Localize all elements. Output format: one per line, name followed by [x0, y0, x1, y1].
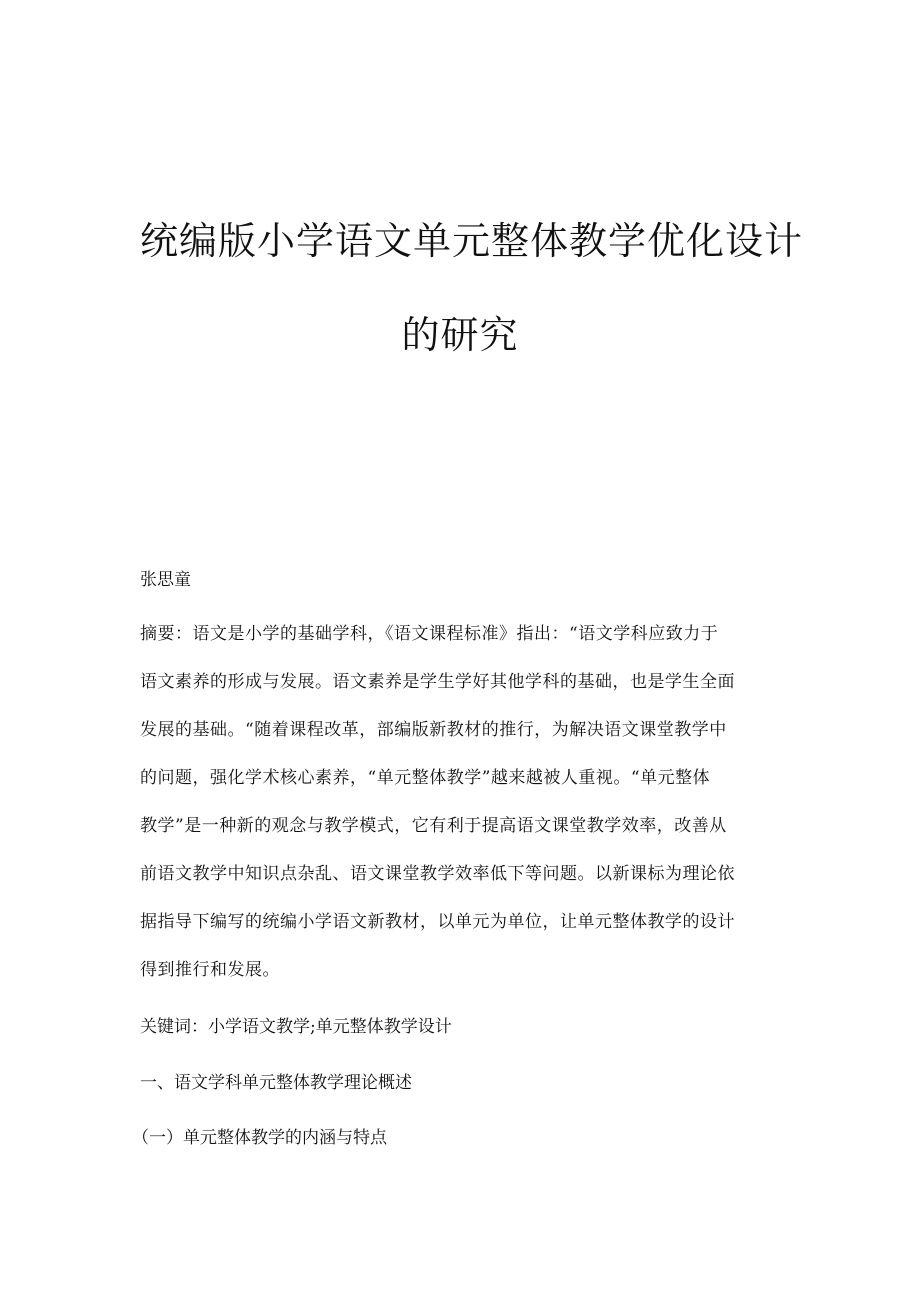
abstract-line: 的问题，强化学术核心素养，“单元整体教学”越来越被人重视。“单元整体: [140, 768, 711, 788]
author-name: 张思童: [140, 570, 191, 590]
abstract-line: 语文素养的形成与发展。语文素养是学生学好其他学科的基础，也是学生全面: [140, 672, 735, 692]
abstract-line: 摘要：语文是小学的基础学科，《语文课程标准》指出：“语文学科应致力于: [140, 624, 719, 644]
abstract-paragraph: [140, 620, 780, 1004]
abstract-line: 得到推行和发展。: [140, 960, 280, 980]
abstract-line: 教学”是一种新的观念与教学模式，它有利于提高语文课堂教学效率，改善从: [140, 816, 727, 836]
keywords-line: 关键词：小学语文教学;单元整体教学设计: [140, 1017, 452, 1037]
subsection-heading: （一）单元整体教学的内涵与特点: [132, 1128, 387, 1148]
abstract-line: 前语文教学中知识点杂乱、语文课堂教学效率低下等问题。以新课标为理论依: [140, 864, 735, 884]
document-title-line-2: 的研究: [401, 313, 519, 357]
abstract-line: 据指导下编写的统编小学语文新教材，以单元为单位，让单元整体教学的设计: [140, 912, 735, 932]
document-title-line-1: 统编版小学语文单元整体教学优化设计: [140, 219, 804, 263]
abstract-line: 发展的基础。“随着课程改革，部编版新教材的推行，为解决语文课堂教学中: [140, 720, 727, 740]
section-heading: 一、语文学科单元整体教学理论概述: [140, 1073, 412, 1093]
